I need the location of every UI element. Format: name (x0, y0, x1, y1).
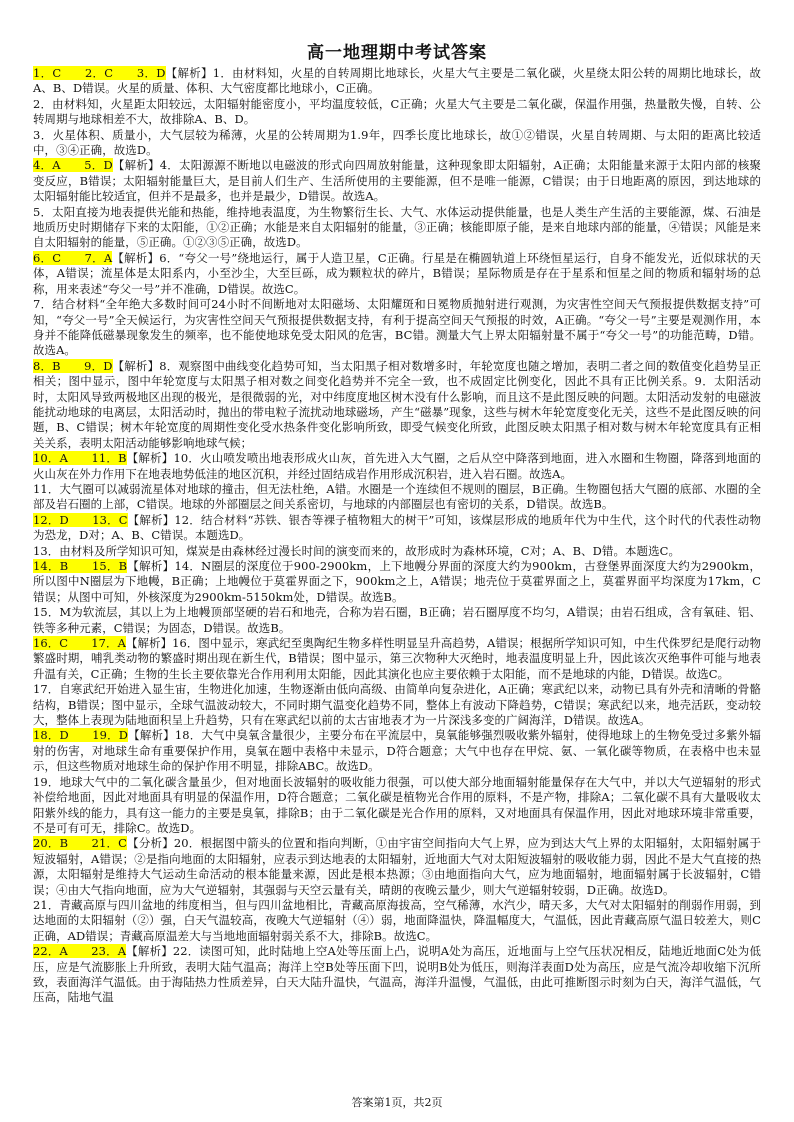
explanation-text: 13．由材料及所学知识可知，煤炭是由森林经过漫长时间的演变而来的，故形成时为森林环境，C对；A、B、D错。本题选C。 (33, 543, 680, 558)
answer-paragraph (33, 636, 761, 682)
answer-keys-highlight: 12．D 13．C (33, 512, 128, 527)
answer-paragraph (33, 297, 761, 359)
answer-paragraph (33, 513, 761, 544)
answer-keys-highlight: 16．C 17．A (33, 636, 126, 651)
answer-keys-highlight: 4．A 5．D (33, 158, 113, 173)
explanation-text: 3．火星体积、质量小，大气层较为稀薄，火星的公转周期为1.9年，四季长度比地球长，故①②错误，火星自转周期、与太阳的距离比较适中，③④正确，故选D。 (33, 127, 761, 158)
answer-keys-highlight: 14．B 15．B (33, 559, 128, 573)
answer-keys-highlight: 8．B 9．D (33, 358, 113, 373)
explanation-text: 2．由材料知，火星距太阳较远，太阳辐射能密度小，平均温度较低，C正确；火星大气主要是二氧化碳，保温作用强，热量散失慢，自转、公转周期与地球相差不大，故排除A、B、D。 (33, 96, 761, 127)
answer-paragraph (33, 775, 761, 837)
explanation-text: 【解析】6．“夸父一号”绕地运行，属于人造卫星，C正确。行星是在椭圆轨道上环绕恒星运行，自身不能发光，近似球状的天体，A错误；流星体是太阳系内，小至沙尘，大至巨砾，成为颗粒状的碎片，B错误；星际物质是存在于星系和恒星之间的物质和辐射场的总称，用来表述“夸父一号”并不准确，D错误。故选C。 (33, 250, 761, 296)
explanation-text: 【解析】12．结合材料“苏铁、银杏等裸子植物粗大的树干”可知，该煤层形成的地质年代为中生代，这个时代的代表性动物为恐龙，D对；A、B、C错误。本题选D。 (33, 512, 761, 543)
explanation-text: 【解析】4．太阳源源不断地以电磁波的形式向四周放射能量，这种现象即太阳辐射，A正确；太阳能量来源于太阳内部的核聚变反应，B错误；太阳辐射能量巨大，是目前人们生产、生活所使用的主要能源，但不是唯一能源，C错误；由于日地距离的原因，到达地球的太阳辐射能比较适宜，但并不是最多，也并是最少，D错误。故选A。 (33, 158, 761, 204)
answer-paragraph (33, 359, 761, 451)
explanation-text: 17．自寒武纪开始进入显生宙，生物进化加速，生物逐渐由低向高级、由简单向复杂进化，A正确；寒武纪以来，动物已具有外壳和清晰的骨骼结构，B错误；图中显示，全球气温波动较大，不同时期气温变化趋势不同，整体上有波动下降趋势，C错误；寒武纪以来，地壳活跃，变动较大，整体上表现为陆地面积呈上升趋势，只有在寒武纪以前的太古宙地表才为一片深浅多变的广阔海洋，D错误。故选A。 (33, 682, 761, 728)
explanation-text: 15．M为软流层，其以上为上地幔顶部坚硬的岩石和地壳，合称为岩石圈，B正确；岩石圈厚度不均匀，A错误；由岩石组成，含有氧硅、铝、铁等多种元素，C错误；为固态，D错误。故选B。 (33, 605, 761, 635)
page-footer: 答案第1页，共2页 (351, 1096, 443, 1109)
answer-paragraph (33, 451, 761, 482)
answer-paragraph (33, 559, 761, 605)
answer-paragraph (33, 251, 761, 297)
explanation-text: 【解析】18．大气中臭氧含量很少，主要分布在平流层中，臭氧能够强烈吸收紫外辐射，使得地球上的生物免受过多紫外辐射的伤害，对地球生命有重要保护作用，臭氧在题中表格中未显示，D符合题意；大气中也存在甲烷、氨、一氧化碳等物质，在表格中也未显示，但这些物质对地球生命的保护作用不明显，排除ABC。故选D。 (33, 728, 761, 774)
answer-paragraph (33, 128, 761, 159)
answer-paragraph (33, 482, 761, 513)
answer-keys-highlight: 10．A 11．B (33, 451, 127, 466)
answer-paragraph (33, 158, 761, 204)
explanation-text: 19．地球大气中的二氧化碳含量虽少，但对地面长波辐射的吸收能力很强，可以使大部分地面辐射能量保存在大气中，并以大气逆辐射的形式补偿给地面，因此对地面具有明显的保温作用，D符合题意；二氧化碳是植物光合作用的原料，不是产物，排除A；二氧化碳不具有大量吸收太阳紫外线的能力，具有这一能力的主要是臭氧，排除B；由于二氧化碳是光合作用的原料，又对地面具有保温作用，因此对地球环境非常重要，不是可有可无，排除C。故选D。 (33, 774, 761, 835)
answer-keys-highlight: 22．A 23．A (33, 944, 127, 959)
answer-keys-highlight: 18．D 19．D (33, 728, 129, 743)
explanation-text: 【解析】14．N圈层的深度位于900-2900km，上下地幔分界面的深度大约为900km，古登堡界面深度大约为2900km，所以图中N圈层为下地幔，B正确；上地幔位于莫霍界面之下，900km之上，A错误；地壳位于莫霍界面之上，莫霍界面平均深度为17km，C错误；从图中可知，外核深度为2900km-5150km处，D错误。故选B。 (33, 559, 762, 604)
answer-paragraph (33, 205, 761, 251)
answer-paragraph (33, 97, 761, 128)
explanation-text: 【解析】10．火山喷发喷出地表形成火山灰，首先进入大气圈，之后从空中降落到地面，进入水圈和生物圈，降落到地面的火山灰在外力作用下在地表地势低洼的地区沉积，并经过固结成岩作用形成沉积岩，进入岩石圈。故选A。 (33, 451, 761, 481)
answer-paragraph (33, 605, 761, 636)
explanation-text: 【解析】1．由材料知，火星的自转周期比地球长，火星大气主要是二氧化碳，火星绕太阳公转的周期比地球长，故A、B、D错误。火星的质量、体积、大气密度都比地球小，C正确。 (33, 66, 761, 96)
answer-keys-highlight: 20．B 21．C (33, 836, 128, 851)
explanation-text: 21．青藏高原与四川盆地的纬度相当，但与四川盆地相比，青藏高原海拔高，空气稀薄，水汽少，晴天多，大气对太阳辐射的削弱作用弱，到达地面的太阳辐射（②）强，白天气温较高，夜晚大气逆辐射（④）弱，地面降温快，降温幅度大，气温低，因此青藏高原气温日较差大，则C正确，AD错误；青藏高原温差大与当地地面辐射弱关系不大，排除B。故选C。 (33, 897, 761, 943)
explanation-text: 7．结合材料“全年绝大多数时间可24小时不间断地对太阳磁场、太阳耀斑和日冕物质抛射进行观测，为灾害性空间天气预报提供数据支持”可知，“夸父一号”全天候运行，为灾害性空间天气预报提供数据支持，有利于提高空间天气预报的时效，A正确。“夸父一号”主要是观测作用，本身并不能降低磁暴现象发生的频率，也不能使地球免受太阳风的危害，BC错。测量大气上界太阳辐射量不属于“夸父一号”的功能范畴，D错。故选A。 (33, 297, 761, 358)
answer-keys-highlight: 1．C 2．C 3．D (33, 66, 166, 80)
answer-paragraph (33, 898, 761, 944)
explanation-text: 5．太阳直接为地表提供光能和热能，维持地表温度，为生物繁衍生长、大气、水体运动提供能量，也是人类生产生活的主要能源，煤、石油是地质历史时期储存下来的太阳能，①②正确；水能是来自太阳辐射的能量，③正确；核能即原子能，是来自地球内部的能量，④错误；风能是来自太阳辐射的能量，⑤正确。①②③⑤正确，故选D。 (33, 204, 761, 250)
answer-paragraph (33, 682, 761, 728)
answer-paragraph (33, 66, 761, 97)
answer-content (33, 66, 761, 1006)
answer-paragraph (33, 944, 761, 1006)
answer-keys-highlight: 6．C 7．A (33, 250, 113, 265)
explanation-text: 【分析】20．根据图中箭头的位置和指向判断，①由宇宙空间指向大气上界，应为到达大气上界的太阳辐射，太阳辐射属于短波辐射，A错误；②是指向地面的太阳辐射，应表示到达地表的太阳辐射，近地面大气对太阳短波辐射的吸收能力弱，因此不是大气直接的热源，太阳辐射是维持大气运动生命活动的根本能量来源，因此是根本热源；③由地面指向大气，应为地面辐射，地面辐射属于长波辐射，C错误；④由大气指向地面，应为大气逆辐射，其强弱与天空云量有关，晴朗的夜晚云量少，则大气逆辐射较弱，D正确。故选D。 (33, 836, 761, 897)
answer-paragraph (33, 544, 761, 559)
explanation-text: 【解析】22．读图可知，此时陆地上空A处等压面上凸，说明A处为高压，近地面与上空气压状况相反，陆地近地面C处为低压，应是气流膨胀上升所致，表明大陆气温高；海洋上空B处等压面下凹，说明B处为低压，则海洋表面D处为高压，应是气流冷却收缩下沉所致，表面海洋气温低。由于海陆热力性质差异，白天大陆升温快，气温高，海洋升温慢，气温低，由此可推断图示时刻为白天，海洋气温低，气压高，陆地气温 (33, 944, 761, 1005)
answer-paragraph (33, 836, 761, 898)
explanation-text: 【解析】16．图中显示，寒武纪至奥陶纪生物多样性明显呈升高趋势，A错误；根据所学知识可知，中生代侏罗纪是爬行动物繁盛时期，哺乳类动物的繁盛时期出现在新生代，B错误；图中显示，第三次物种大灭绝时，地表温度明显上升，因此该次灭绝事件可能与地表升温有关，C正确；生物的生长主要依靠光合作用利用太阳能，因此其演化也应主要依赖于太阳能，而不是地球的内能，D错误。故选C。 (33, 636, 761, 681)
page-title: 高一地理期中考试答案 (307, 43, 487, 63)
answer-paragraph (33, 728, 761, 774)
explanation-text: 11．大气圈可以减弱流星体对地球的撞击，但无法杜绝，A错。水圈是一个连续但不规则的圈层，B正确。生物圈包括大气圈的底部、水圈的全部及岩石圈的上部，C错误。地球的外部圈层之间关系密切，与地球的内部圈层也有密切的关系，D错误。故选B。 (33, 481, 761, 512)
explanation-text: 【解析】8．观察图中曲线变化趋势可知，当太阳黑子相对数增多时，年轮宽度也随之增加，表明二者之间的数值变化趋势呈正相关；图中显示，图中年轮宽度与太阳黑子相对数之间变化趋势并不完全一致，也不成固定比例变化，因此不具有正比例关系。9．太阳活动时，太阳风导致两极地区出现的极光，是很微弱的光，对中纬度度地区树木没有什么影响，而且这不是此图反映的问题。太阳活动发射的电磁波能扰动地球的电离层，太阳活动时，抛出的带电粒子流扰动地球磁场，产生“磁暴”现象，这些与树木年轮宽度变化无关，这些不是此图反映的问题，B、C错误；树木年轮宽度的周期性变化受水热条件变化影响所致，即受气候变化所致，此图反映太阳黑子相对数与树木年轮宽度具有正相关关系，表明太阳活动能够影响地球气候； (33, 358, 761, 450)
